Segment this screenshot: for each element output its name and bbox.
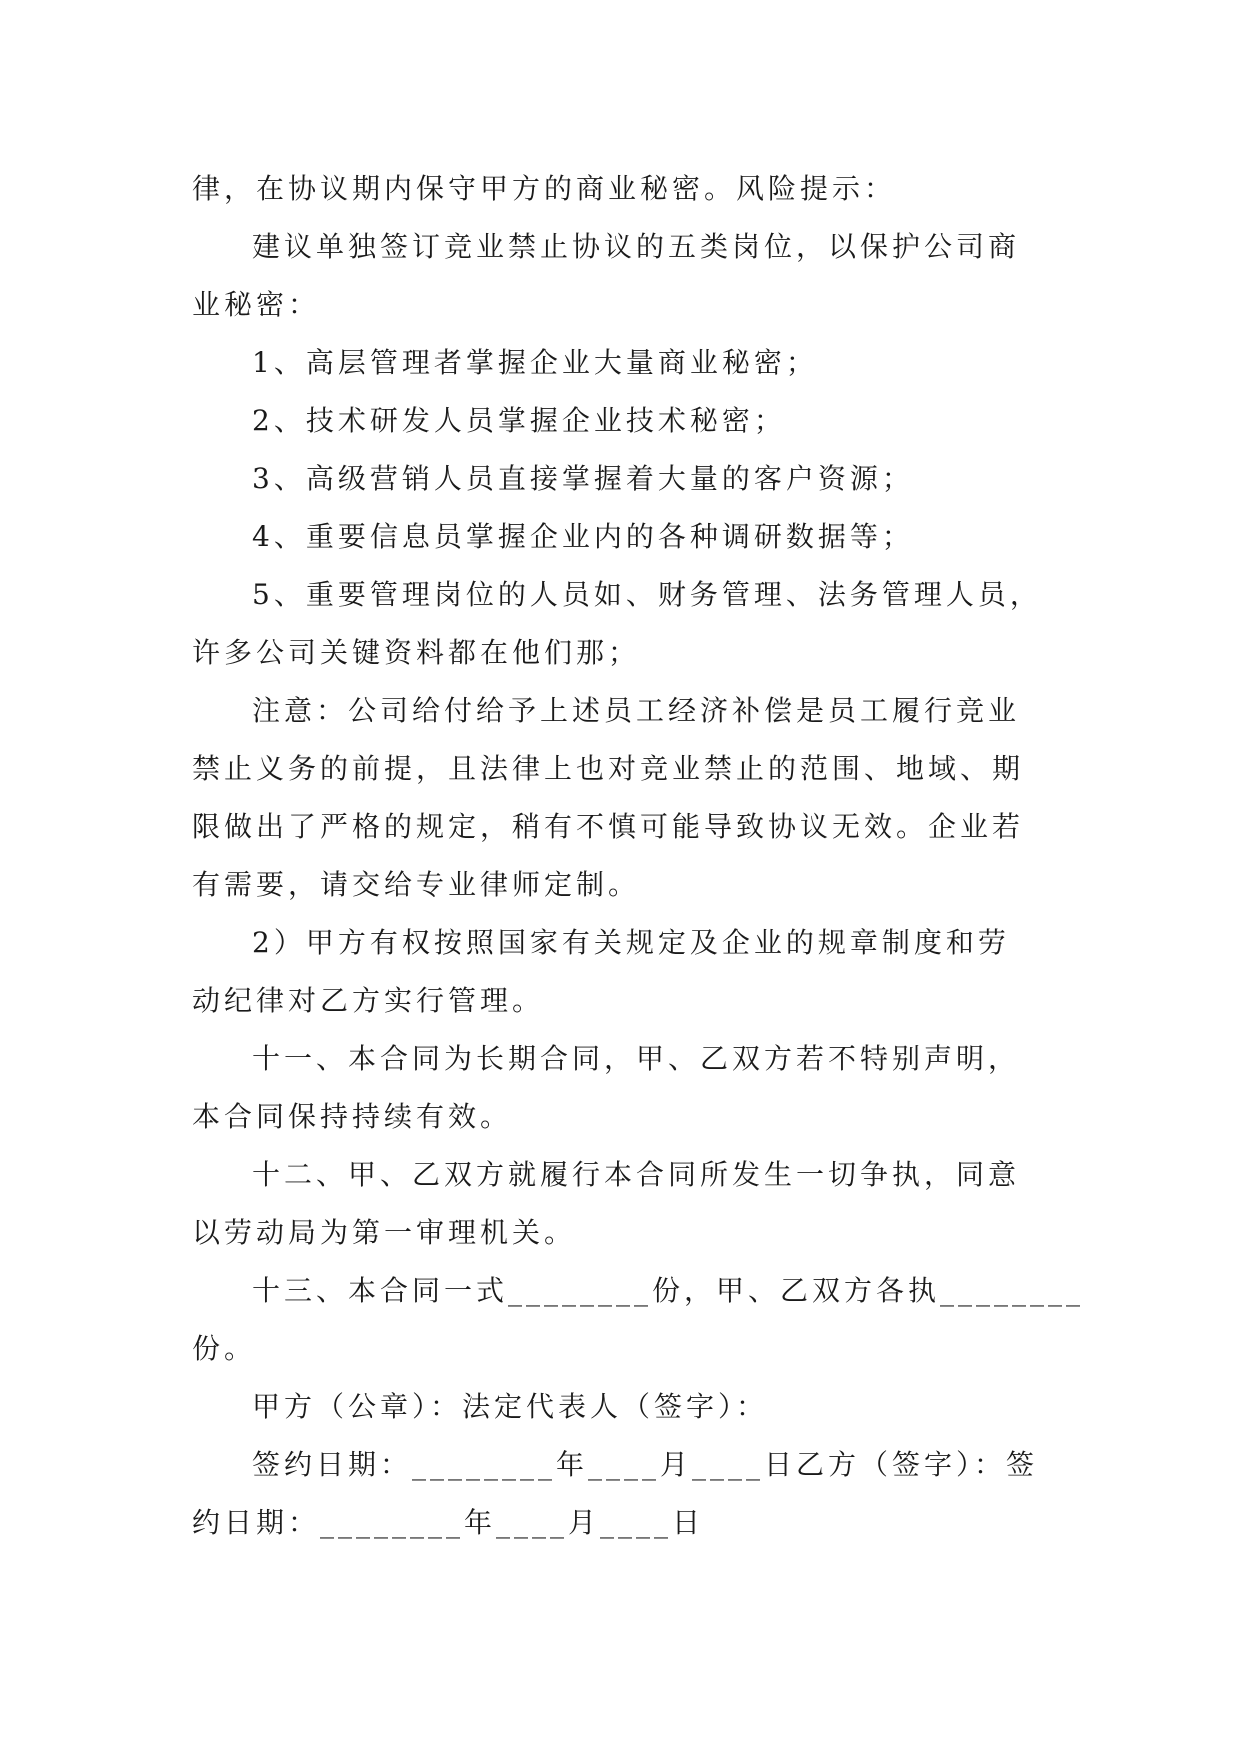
text-line: 有需要，请交给专业律师定制。	[192, 868, 641, 901]
text-line: 份。	[192, 1332, 257, 1365]
text-line: 2）甲方有权按照国家有关规定及企业的规章制度和劳	[252, 926, 1010, 959]
text-line: 1、高层管理者掌握企业大量商业秘密；	[252, 346, 818, 379]
text-line: 十一、本合同为长期合同，甲、乙双方若不特别声明，	[252, 1042, 1021, 1075]
text-line: 律，在协议期内保守甲方的商业秘密。风险提示：	[192, 172, 897, 205]
text-line: 5、重要管理岗位的人员如、财务管理、法务管理人员，	[252, 578, 1042, 611]
text-line: 许多公司关键资料都在他们那；	[192, 636, 641, 669]
text-line: 禁止义务的前提，且法律上也对竞业禁止的范围、地域、期	[192, 752, 1025, 785]
text-line: 约日期：________年____月____日	[192, 1506, 705, 1539]
text-line: 业秘密：	[192, 288, 321, 321]
text-line: 注意：公司给付给予上述员工经济补偿是员工履行竞业	[252, 694, 1021, 727]
text-line: 十三、本合同一式________份，甲、乙双方各执________	[252, 1274, 1085, 1307]
text-line: 限做出了严格的规定，稍有不慎可能导致协议无效。企业若	[192, 810, 1025, 843]
text-line: 建议单独签订竞业禁止协议的五类岗位，以保护公司商	[252, 230, 1021, 263]
text-line: 甲方（公章）：法定代表人（签字）：	[252, 1390, 769, 1423]
text-line: 签约日期：________年____月____日乙方（签字）：签	[252, 1448, 1039, 1481]
text-line: 3、高级营销人员直接掌握着大量的客户资源；	[252, 462, 914, 495]
text-line: 以劳动局为第一审理机关。	[192, 1216, 577, 1249]
document-body	[192, 160, 1085, 1552]
text-line: 4、重要信息员掌握企业内的各种调研数据等；	[252, 520, 914, 553]
text-line: 动纪律对乙方实行管理。	[192, 984, 545, 1017]
text-line: 十二、甲、乙双方就履行本合同所发生一切争执，同意	[252, 1158, 1021, 1191]
text-line: 2、技术研发人员掌握企业技术秘密；	[252, 404, 786, 437]
text-line: 本合同保持持续有效。	[192, 1100, 513, 1133]
